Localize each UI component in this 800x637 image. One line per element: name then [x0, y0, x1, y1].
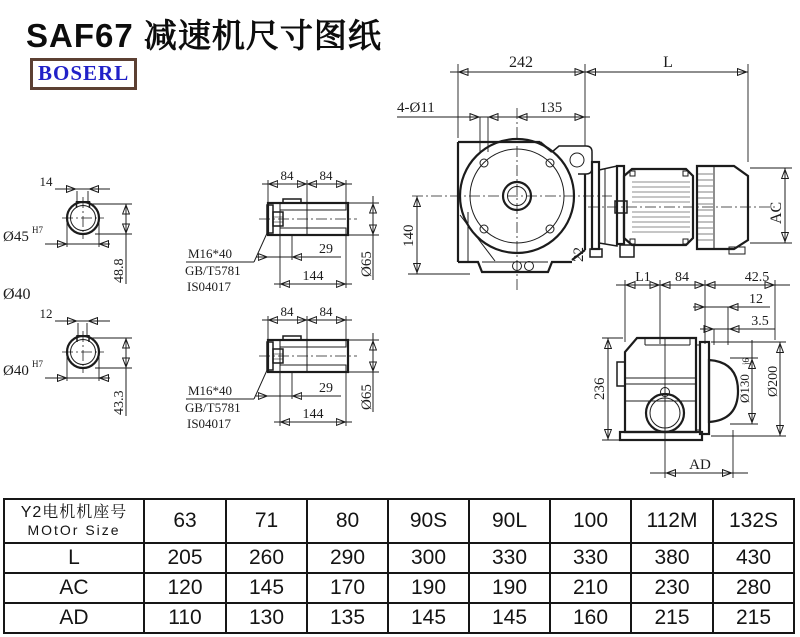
table-cell: 380 [631, 543, 713, 573]
dim-bore-phi40: Ø40 [3, 363, 29, 379]
table-cell: 190 [388, 573, 469, 603]
table-cell: 145 [469, 603, 550, 633]
dim-bore-phi40-tol: H7 [32, 359, 43, 369]
dim-height-48-8: 48.8 [112, 258, 127, 283]
dim-140: 140 [401, 224, 417, 247]
sheet-title: SAF67 减速机尺寸图纸 [26, 17, 382, 54]
solid-shaft-section-bottom [3, 306, 132, 416]
table-cell: 280 [713, 573, 794, 603]
gearbox-side-view [592, 270, 790, 478]
table-cell: 80 [307, 499, 388, 543]
table-cell: 90L [469, 499, 550, 543]
dim-phi65: Ø65 [359, 251, 375, 277]
dim-42-5: 42.5 [744, 270, 770, 285]
gearmotor-front-view [397, 54, 792, 292]
table-cell: 170 [307, 573, 388, 603]
table-header-cell [4, 499, 144, 543]
motor-size-table [3, 498, 795, 634]
dim-key-width-14: 14 [39, 174, 53, 189]
hollow-shaft-bottom [185, 304, 379, 431]
table-cell: 100 [550, 499, 631, 543]
dim-bore-phi45: Ø45 [3, 229, 29, 245]
row-label: AD [4, 603, 144, 633]
table-cell: 290 [307, 543, 388, 573]
dim-key-width-12: 12 [39, 306, 53, 321]
hollow-shaft-top [185, 168, 379, 294]
table-cell: 210 [550, 573, 631, 603]
table-header-row [4, 499, 794, 543]
table-cell: 205 [144, 543, 226, 573]
table-cell: 230 [631, 573, 713, 603]
dim-144: 144 [302, 407, 324, 422]
boserl-logo-text: BOSERL [38, 61, 130, 85]
table-cell: 145 [388, 603, 469, 633]
row-label: L [4, 543, 144, 573]
dim-144: 144 [302, 269, 324, 284]
table-cell: 300 [388, 543, 469, 573]
table-cell: 430 [713, 543, 794, 573]
dim-phi130: Ø130 [737, 374, 752, 403]
holes-note-4xphi11: 4-Ø11 [397, 100, 435, 116]
dim-84-right: 84 [319, 304, 333, 319]
dim-29: 29 [319, 381, 333, 396]
table-cell: 330 [550, 543, 631, 573]
dim-29: 29 [319, 242, 333, 257]
table-cell: 120 [144, 573, 226, 603]
table-cell: 145 [226, 573, 307, 603]
table-cell: 132S [713, 499, 794, 543]
table-cell: 130 [226, 603, 307, 633]
dim-84: 84 [675, 270, 689, 285]
bolt-note-line3: IS04017 [187, 279, 232, 294]
table-cell: 135 [307, 603, 388, 633]
table-cell: 160 [550, 603, 631, 633]
table-cell: 215 [631, 603, 713, 633]
table-cell: 110 [144, 603, 226, 633]
dim-phi200: Ø200 [766, 365, 781, 397]
solid-shaft-section-top [3, 174, 132, 284]
dim-phi65: Ø65 [359, 384, 375, 410]
bolt-note-line2: GB/T5781 [185, 400, 241, 415]
table-cell: 112M [631, 499, 713, 543]
table-cell: 260 [226, 543, 307, 573]
table-cell: 215 [713, 603, 794, 633]
table-row-L [4, 543, 794, 573]
label-phi40: Ø40 [3, 286, 31, 303]
dim-phi130-tol: j6 [741, 357, 751, 365]
dim-3-5: 3.5 [751, 314, 769, 329]
bolt-note-line2: GB/T5781 [185, 263, 241, 278]
table-row-AC [4, 573, 794, 603]
table-cell: 90S [388, 499, 469, 543]
dim-height-43-3: 43.3 [112, 390, 127, 415]
bolt-note-line3: IS04017 [187, 416, 232, 431]
bolt-note-line1: M16*40 [188, 246, 233, 261]
table-cell: 190 [469, 573, 550, 603]
dim-bore-phi45-tol: H7 [32, 225, 43, 235]
dim-84-left: 84 [280, 168, 294, 183]
dim-AD: AD [689, 457, 711, 473]
dim-135: 135 [539, 100, 563, 116]
dim-12: 12 [749, 292, 763, 307]
dim-L: L [663, 54, 673, 71]
row-label: AC [4, 573, 144, 603]
dim-84-right: 84 [319, 168, 333, 183]
table-row-AD [4, 603, 794, 633]
dim-AC: AC [768, 201, 785, 224]
dim-236: 236 [592, 377, 608, 400]
table-cell: 63 [144, 499, 226, 543]
table-cell: 330 [469, 543, 550, 573]
dim-242: 242 [509, 54, 533, 71]
table-cell: 71 [226, 499, 307, 543]
dim-L1: L1 [635, 270, 651, 285]
dim-22: 22 [571, 247, 587, 262]
table-header-en: MOtOr Size [27, 522, 121, 538]
table-header-cn: Y2电机机座号 [20, 504, 128, 521]
dim-84-left: 84 [280, 304, 294, 319]
bolt-note-line1: M16*40 [188, 383, 233, 398]
